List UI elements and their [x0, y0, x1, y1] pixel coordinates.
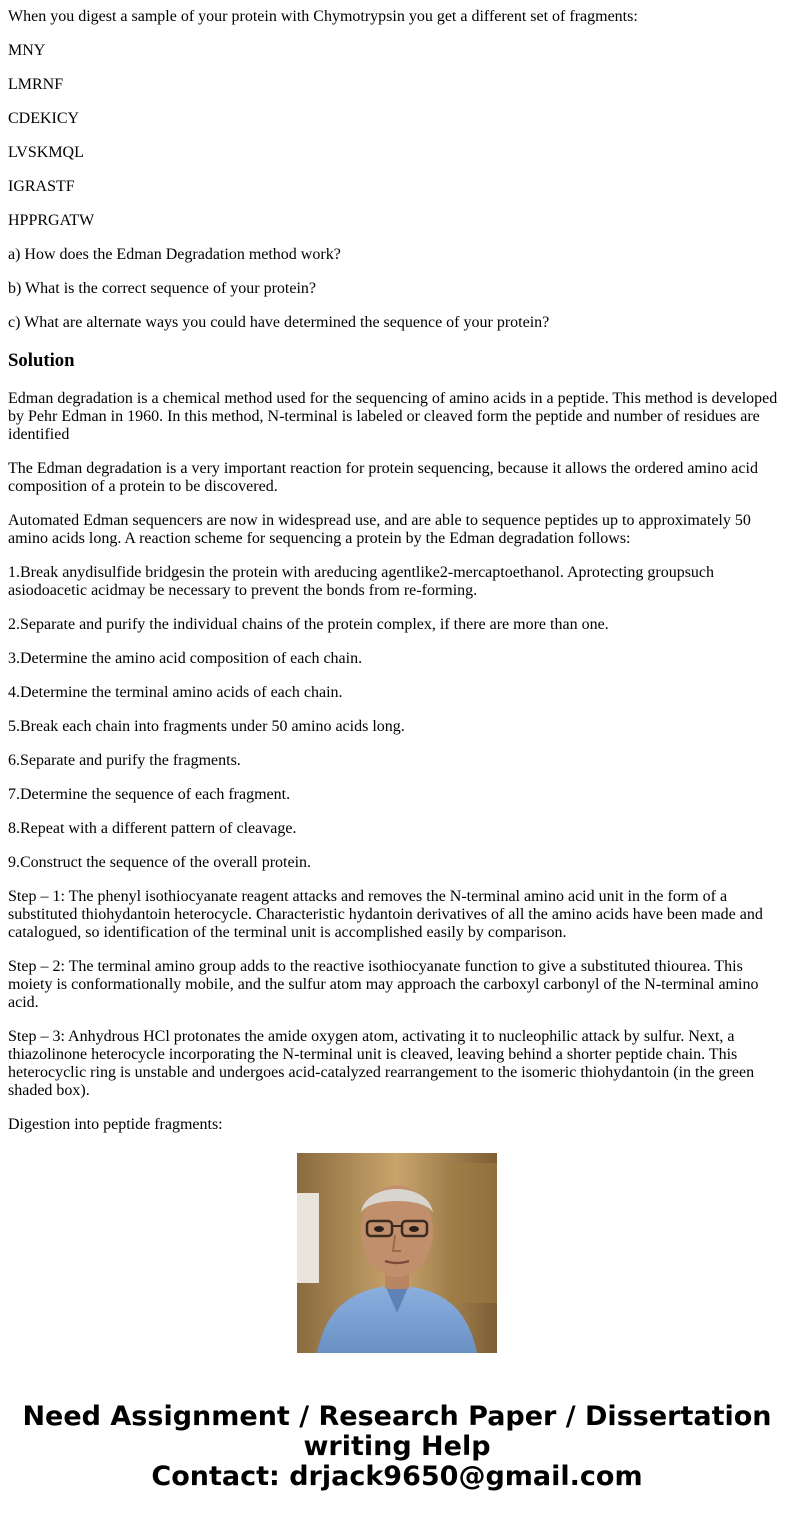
procedure-step: 3.Determine the amino acid composition of each chain. — [8, 650, 363, 667]
procedure-step: 1.Break anydisulfide bridgesin the protein with areducing agentlike2-mercaptoethanol. Aprotecting groupsuch asiodoacetic acidmay be necessary to prevent the bonds from re-forming. — [8, 564, 715, 599]
mechanism-step: Step – 2: The terminal amino group adds to the reactive isothiocyanate function to give a substituted thiourea. This moiety is conformationally mobile, and the sulfur atom may approach the carboxyl carbonyl of the N-terminal amino acid. — [8, 958, 759, 1011]
fragment-5: IGRASTF — [8, 178, 75, 195]
document-body — [8, 0, 780, 1133]
procedure-step: 4.Determine the terminal amino acids of each chain. — [8, 684, 343, 701]
procedure-step: 8.Repeat with a different pattern of cleavage. — [8, 820, 297, 837]
solution-heading: Solution — [8, 350, 75, 371]
promo-contact: Contact: drjack9650@gmail.com — [151, 1461, 643, 1492]
procedure-step: 7.Determine the sequence of each fragment. — [8, 786, 291, 803]
procedure-step: 6.Separate and purify the fragments. — [8, 752, 241, 769]
fragment-2: LMRNF — [8, 76, 64, 93]
solution-paragraph: The Edman degradation is a very important reaction for protein sequencing, because it allows the ordered amino acid composition of a protein to be discovered. — [8, 460, 758, 495]
promo-line-2: writing Help — [303, 1431, 491, 1462]
fragment-1: MNY — [8, 42, 46, 59]
solution-paragraph: Edman degradation is a chemical method used for the sequencing of amino acids in a peptide. This method is developed by Pehr Edman in 1960. In this method, N-terminal is labeled or cleaved form the peptide and number of residues are identified — [8, 390, 778, 443]
promo-banner — [0, 1402, 794, 1492]
mechanism-step: Step – 3: Anhydrous HCl protonates the amide oxygen atom, activating it to nucleophilic attack by sulfur. Next, a thiazolinone heterocycle incorporating the N-terminal unit is cleaved, leaving behind a shorter peptide chain. This heterocyclic ring is unstable and undergoes acid-catalyzed rearrangement to the isomeric thiohydantoin (in the green shaded box). — [8, 1028, 755, 1099]
procedure-step: 2.Separate and purify the individual chains of the protein complex, if there are more than one. — [8, 616, 609, 633]
procedure-step: 5.Break each chain into fragments under 50 amino acids long. — [8, 718, 405, 735]
question-part-b: b) What is the correct sequence of your protein? — [8, 280, 317, 297]
question-part-a: a) How does the Edman Degradation method work? — [8, 246, 341, 263]
mechanism-step: Step – 1: The phenyl isothiocyanate reagent attacks and removes the N-terminal amino acid unit in the form of a substituted thiohydantoin heterocycle. Characteristic hydantoin derivatives of all the amino acids have been made and catalogued, so identification of the terminal unit is accomplished easily by comparison. — [8, 888, 763, 941]
question-intro: When you digest a sample of your protein with Chymotrypsin you get a different set of fragments: — [8, 8, 638, 25]
solution-paragraph: Automated Edman sequencers are now in widespread use, and are able to sequence peptides up to approximately 50 amino acids long. A reaction scheme for sequencing a protein by the Edman degradation follows: — [8, 512, 751, 547]
procedure-step: 9.Construct the sequence of the overall protein. — [8, 854, 312, 871]
author-avatar — [297, 1153, 497, 1353]
fragment-4: LVSKMQL — [8, 144, 84, 161]
mechanism-step-cutoff: Digestion into peptide fragments: — [8, 1116, 223, 1133]
fragment-3: CDEKICY — [8, 110, 80, 127]
promo-line-1: Need Assignment / Research Paper / Dissertation — [22, 1401, 772, 1432]
fragment-6: HPPRGATW — [8, 212, 95, 229]
portrait-image — [297, 1153, 497, 1353]
question-part-c: c) What are alternate ways you could have determined the sequence of your protein? — [8, 314, 550, 331]
